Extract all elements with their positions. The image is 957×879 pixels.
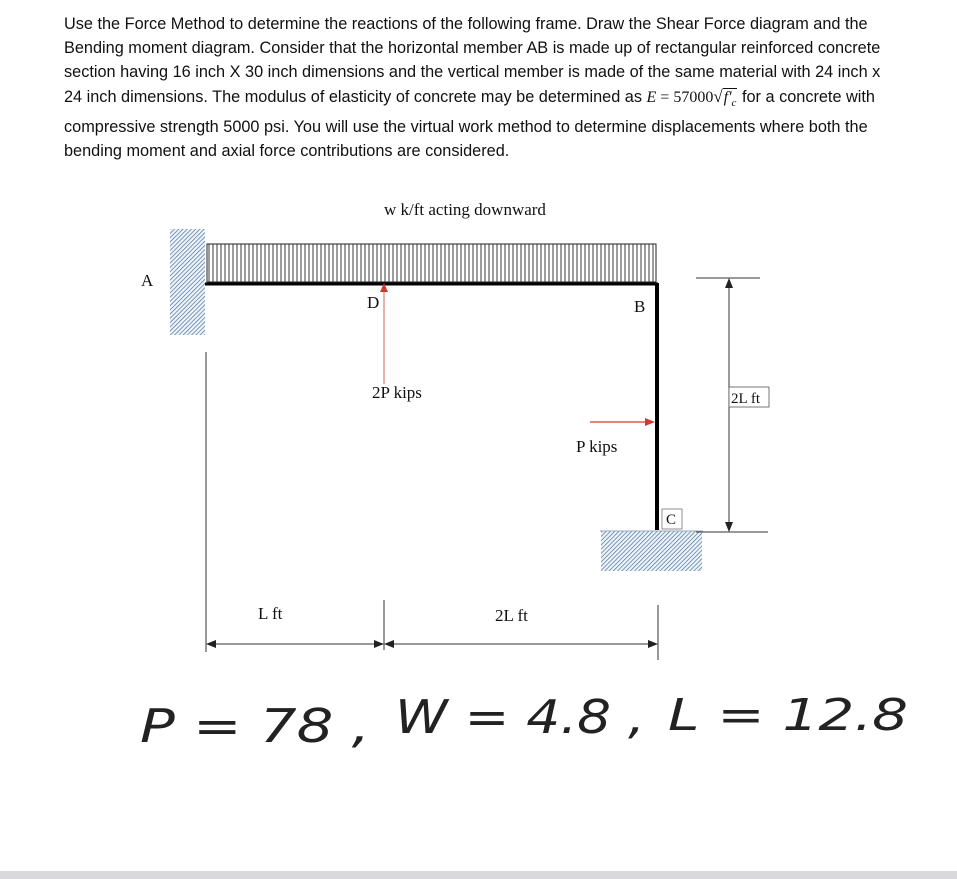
span-left-arrowhead-left [206,640,216,648]
fc-subscript: c [731,96,737,109]
handwritten-l-value: L = 12.8 [668,690,908,741]
handwritten-p-value: P = 78 , [140,699,370,753]
span-right-arrowhead-left [384,640,394,648]
fixed-support-c [601,531,702,571]
span-right-label: 2L ft [495,606,528,625]
span-left-arrowhead-right [374,640,384,648]
distributed-load-label: w k/ft acting downward [384,200,546,219]
label-b: B [634,297,646,316]
vertical-load-label: 2P kips [372,383,422,402]
label-a: A [141,271,154,290]
handwritten-w-value: W = 4.8 , [395,690,645,744]
modulus-value: = 57000 [656,88,714,106]
height-dimension-label: 2L ft [731,391,761,407]
distributed-load [207,244,656,282]
label-d: D [367,293,380,312]
sqrt-icon: √ [713,86,723,106]
height-dim-arrowhead-top [725,278,733,288]
problem-rest: for a concrete with compressive strength 5000 psi. You will use the virtual work method to determine displacements where both the bending moment and axial force contributions are considered. [64,87,875,161]
horizontal-load-label: P kips [576,437,618,456]
fixed-support-a [170,229,205,335]
span-right-arrowhead-right [648,640,658,648]
problem-intro: Use the Force Method to determine the reactions of the following frame. Draw the Shear Force diagram and the Bending moment diagram. Consider that the horizontal member AB is made up of rectangular reinforced concrete section having 16 inch X 30 inch dimensions and the vertical member is made of the same material with 24 inch x 24 inch dimensions. The modulus of elasticity of concrete may be determined as [64,15,881,106]
fc-symbol: f' [723,88,732,106]
height-dim-arrowhead-bottom [725,522,733,532]
span-left-label: L ft [258,604,283,623]
modulus-symbol: E [646,88,657,106]
bottom-scroll-bar [0,871,957,879]
label-c: C [666,512,677,528]
horizontal-load-arrowhead [645,418,655,426]
